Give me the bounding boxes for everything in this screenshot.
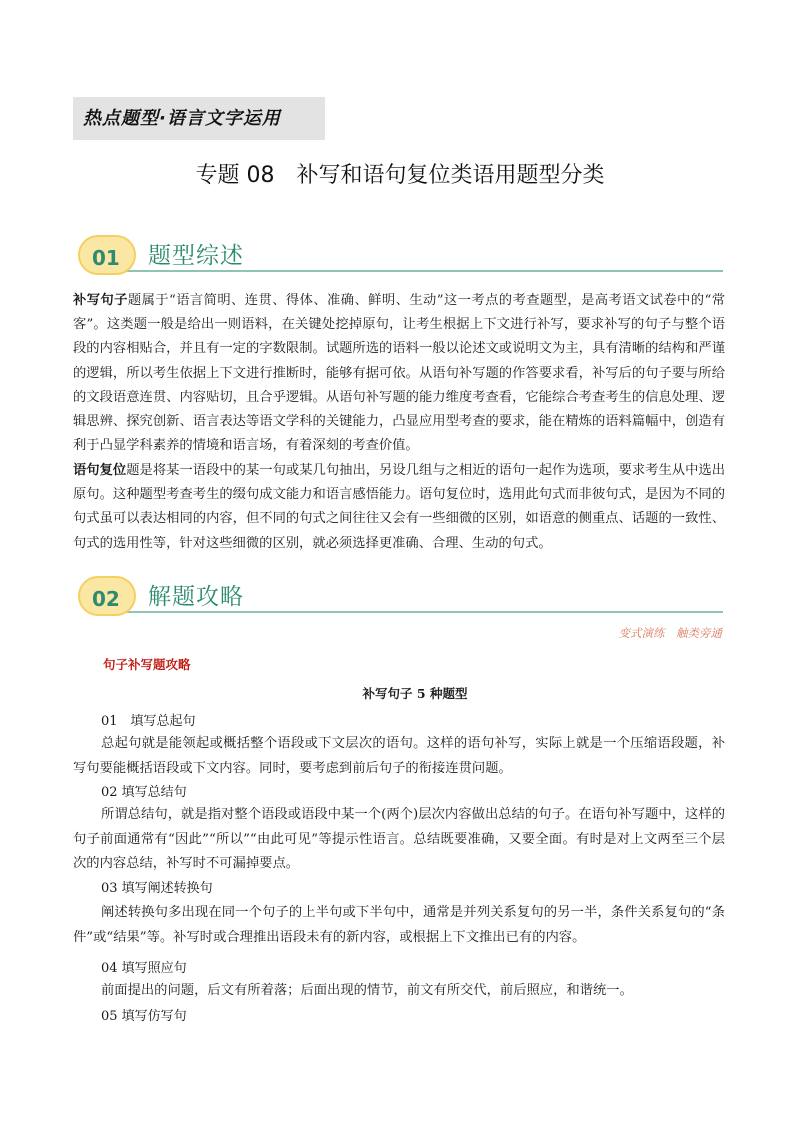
item-heading: 01 填写总起句: [101, 714, 196, 729]
page-title: 专题 08 补写和语句复位类语用题型分类: [195, 163, 605, 188]
keyword: 语句复位: [73, 463, 127, 478]
section-underline: [108, 270, 723, 272]
banner-label: 热点题型·语言文字运用: [83, 108, 281, 129]
keyword: 补写句子: [73, 293, 128, 308]
item-heading: 03 填写阐述转换句: [101, 881, 213, 896]
paragraph-text: 题是将某一语段中的某一句或某几句抽出，另设几组与之相近的语句一起作为选项，要求考生从中选出原句。这种题型考查考生的缀句成文能力和语言感悟能力。语句复位时，选用此句式而非彼句式，是因为不同的句式虽可以表达相同的内容，但不同的句式之间往往又会有一些细微的区别，如语意的侧重点、话题的一致性、句式的选用性等，针对这些细微的区别，就必须选择更准确、合理、生动的句式。: [73, 463, 726, 551]
section-header-strategy: [78, 573, 723, 623]
section-header-overview: [78, 232, 723, 282]
item-body: 总起句就是能领起或概括整个语段或下文层次的语句。这样的语句补写，实际上就是一个压缩语段题，补写句要能概括语段或下文内容。同时，要考虑到前后句子的衔接连贯问题。: [73, 736, 725, 776]
subsection-title: 补写句子 5 种题型: [362, 686, 468, 701]
item-heading: 02 填写总结句: [101, 785, 187, 800]
overview-paragraph-1: [73, 289, 725, 458]
item-heading: 04 填写照应句: [101, 961, 187, 976]
overview-paragraph-2: [73, 459, 725, 556]
paragraph-text: 题属于“语言简明、连贯、得体、准确、鲜明、生动”这一考点的考查题型，是高考语文试卷中的“常客”。这类题一般是给出一则语料，在关键处挖掉原句，让考生根据上下文进行补写，要求补写的句子与整个语段的内容相贴合，并且有一定的字数限制。试题所选的语料一般以论述文或说明文为主，具有清晰的结构和严谨的逻辑，所以考生依据上下文进行推断时，能够有据可依。从语句补写题的作答要求看，补写后的句子要与所给的文段语意连贯、内容贴切，且合乎逻辑。从语句补写题的能力维度考查看，它能综合考查考生的信息处理、逻辑思辨、探究创新、语言表达等语文学科的关键能力，凸显应用型考查的要求，能在精炼的语料篇幅中，创造有利于凸显学科素养的情境和语言场，有着深刻的考查价值。: [73, 293, 725, 454]
section-number-badge: [78, 235, 136, 275]
section-number: 01: [92, 246, 120, 270]
item-body: 阐述转换句多出现在同一个句子的上半句或下半句中，通常是并列关系复句的另一半，条件关系复句的“条件”或“结果”等。补写时或合理推出语段未有的新内容，或根据上下文推出已有的内容。: [73, 905, 725, 945]
item-body: 所谓总结句，就是指对整个语段或语段中某一个(两个)层次内容做出总结的句子。在语句补写题中，这样的句子前面通常有“因此”“所以”“由此可见”等提示性语言。总结既要准确，又要全面。有时是对上文两至三个层次的内容总结，补写时不可漏掉要点。: [73, 807, 725, 871]
item-heading: 05 填写仿写句: [101, 1009, 187, 1024]
section-number-badge: [78, 576, 136, 616]
section-number: 02: [92, 587, 120, 611]
section-underline: [108, 611, 723, 613]
item-body: 前面提出的问题，后文有所着落；后面出现的情节，前文有所交代，前后照应，和谐统一。: [101, 983, 633, 998]
motto: 变式演练 触类旁通: [618, 626, 722, 640]
section-title: 题型综述: [148, 243, 244, 269]
strategy-title: 句子补写题攻略: [103, 657, 191, 672]
section-title: 解题攻略: [148, 584, 244, 610]
